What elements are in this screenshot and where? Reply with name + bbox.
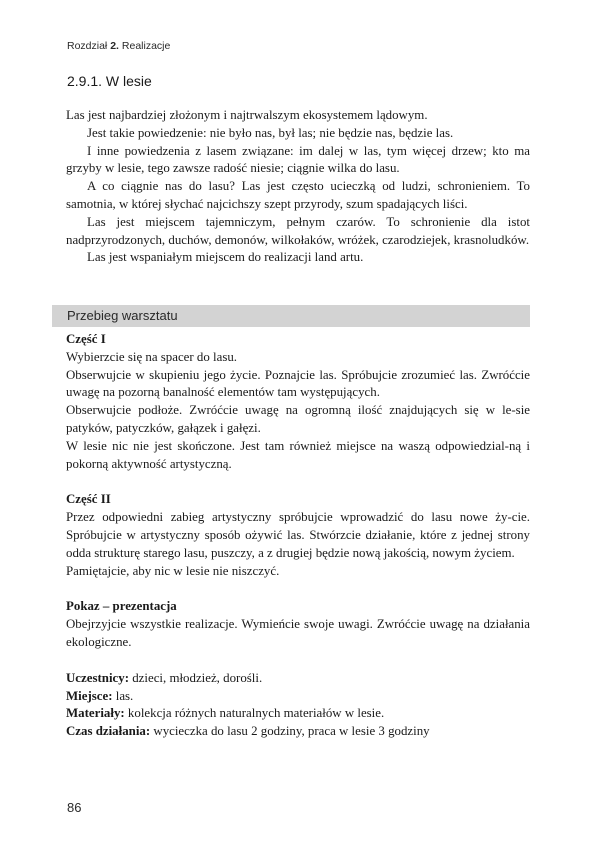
chapter-number: 2. (110, 40, 119, 52)
participants-label: Uczestnicy: (66, 670, 129, 685)
materials-label: Materiały: (66, 706, 125, 721)
intro-paragraph: Jest takie powiedzenie: nie było nas, był las; nie będzie nas, będzie las. (87, 125, 454, 140)
intro-paragraph: Las jest miejscem tajemniczym, pełnym czarów. To schronienie dla istot nadprzyrodzonych, duchów, demonów, wilkołaków, wróżek, czarodziejek, krasnoludków. (66, 214, 530, 247)
part-one-line: Wybierzcie się na spacer do lasu. (66, 349, 238, 364)
materials-line (66, 705, 530, 723)
intro-paragraph: Las jest wspaniałym miejscem do realizacji land artu. (87, 250, 364, 265)
section-title: 2.9.1. W lesie (67, 73, 152, 89)
part-one-heading: Część I (66, 332, 106, 346)
workshop-section-title: Przebieg warsztatu (67, 308, 178, 323)
workshop-section-bar (52, 305, 530, 327)
presentation-text: Obejrzyjcie wszystkie realizacje. Wymieńcie swoje uwagi. Zwróćcie uwagę na działania ekologiczne. (66, 617, 530, 649)
time-line (66, 723, 530, 741)
place-value: las. (112, 688, 134, 703)
participants-value: dzieci, młodzież, dorośli. (129, 670, 263, 685)
part-two-line: Przez odpowiedni zabieg artystyczny spróbujcie wprowadzić do lasu nowe ży-cie. Spróbujcie w artystyczny sposób ożywić las. Stwórzcie działanie, które z jednej strony odda strukturę starego lasu, puszczy, a z drugiej będzie nową jakością, nowym życiem. (66, 510, 530, 560)
intro-paragraph: I inne powiedzenia z lasem związane: im dalej w las, tym więcej drzew; kto ma grzyby w lesie, tego zawsze radość niesie; ciągnie wilka do lasu. (66, 143, 530, 176)
part-two-line: Pamiętajcie, aby nic w lesie nie niszczyć. (66, 563, 280, 578)
part-one-line: W lesie nic nie jest skończone. Jest tam również miejsce na waszą odpowiedzial-ną i pokorną aktywność artystyczną. (66, 438, 530, 471)
page-number: 86 (67, 800, 82, 815)
intro-text (66, 107, 530, 267)
running-header (67, 40, 170, 52)
time-value: wycieczka do lasu 2 godziny, praca w lesie 3 godziny (150, 724, 430, 739)
intro-paragraph: Las jest najbardziej złożonym i najtrwalszym ekosystemem lądowym. (66, 108, 428, 122)
part-one-line: Obserwujcie w skupieniu jego życie. Poznajcie las. Spróbujcie zrozumieć las. Zwróćcie uwagę na pozorną banalność elementów tam występujących. (66, 367, 530, 400)
place-line (66, 688, 530, 706)
time-label: Czas działania: (66, 724, 151, 739)
chapter-title: Realizacje (121, 40, 171, 52)
workshop-text (66, 331, 530, 741)
spacer (66, 473, 530, 491)
participants-line (66, 670, 530, 688)
materials-value: kolekcja różnych naturalnych materiałów w lesie. (124, 706, 385, 721)
chapter-label: Rozdział (67, 40, 108, 52)
intro-paragraph: A co ciągnie nas do lasu? Las jest często ucieczką od ludzi, schronieniem. To samotnia, w której słychać najcichszy szept przyrody, szum spadających liści. (66, 179, 530, 211)
part-two-heading: Część II (66, 492, 111, 507)
place-label: Miejsce: (66, 688, 113, 703)
spacer (66, 652, 530, 670)
part-one-line: Obserwujcie podłoże. Zwróćcie uwagę na ogromną ilość znajdujących się w le-sie patyków, patyczków, gałązek i gałęzi. (66, 403, 530, 435)
presentation-heading: Pokaz – prezentacja (66, 599, 177, 614)
spacer (66, 580, 530, 598)
